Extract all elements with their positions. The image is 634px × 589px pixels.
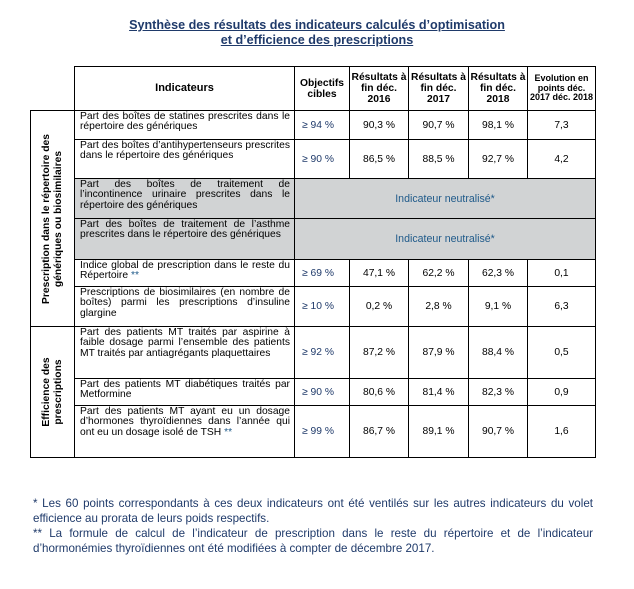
table-row <box>31 379 596 406</box>
result-2018-cell: 92,7 % <box>469 140 528 179</box>
indicator-cell: Prescriptions de biosimilaires (en nombre de boîtes) parmi les prescriptions d’insuline glargine <box>75 287 295 327</box>
footnote-1: * Les 60 points correspondants à ces deux indicateurs ont été ventilés sur les autres indicateurs du volet efficience au prorata de leurs poids respectifs. <box>33 497 593 525</box>
group-efficience <box>31 327 75 458</box>
result-2016-cell: 0,2 % <box>350 287 409 327</box>
header-objectifs: Objectifs cibles <box>295 67 350 111</box>
indicator-cell <box>75 260 295 287</box>
header-res-2018: Résultats à fin déc. 2018 <box>469 67 528 111</box>
indicator-cell: Part des patients MT diabétiques traités par Metformine <box>75 379 295 406</box>
result-2018-cell: 9,1 % <box>469 287 528 327</box>
header-res-2016: Résultats à fin déc. 2016 <box>350 67 409 111</box>
header-row <box>31 67 596 111</box>
result-2018-cell: 98,1 % <box>469 111 528 140</box>
result-2017-cell: 2,8 % <box>409 287 469 327</box>
target-cell: ≥ 90 % <box>295 140 350 179</box>
result-2016-cell: 86,5 % <box>350 140 409 179</box>
indicator-cell: Part des boîtes d’antihypertenseurs prescrites dans le répertoire des génériques <box>75 140 295 179</box>
table-row <box>31 406 596 458</box>
table-row <box>31 260 596 287</box>
result-2016-cell: 87,2 % <box>350 327 409 379</box>
group-label-prescription: Prescription dans le répertoire des génériques ou biosimilaires <box>40 133 64 304</box>
title-line-2: et d’efficience des prescriptions <box>220 33 414 47</box>
result-2018-cell: 82,3 % <box>469 379 528 406</box>
header-blank <box>31 67 75 111</box>
evolution-cell: 6,3 <box>528 287 596 327</box>
footnote-2: ** La formule de calcul de l’indicateur de prescription dans le reste du répertoire et de l’indicateur d’hormonémies thyroïdiennes ont été modifiées à compter de décembre 2017. <box>33 527 593 555</box>
indicator-cell: Part des patients MT traités par aspirine à faible dosage parmi l’ensemble des patients MT traités par antiagrégants plaquettaires <box>75 327 295 379</box>
target-cell: ≥ 10 % <box>295 287 350 327</box>
result-2017-cell: 81,4 % <box>409 379 469 406</box>
result-2018-cell: 88,4 % <box>469 327 528 379</box>
target-cell: ≥ 99 % <box>295 406 350 458</box>
indicator-cell <box>75 406 295 458</box>
table-row <box>31 219 596 260</box>
group-label-efficience: Efficience des prescriptions <box>40 357 64 427</box>
note-marker: ** <box>224 426 233 438</box>
table-row <box>31 179 596 219</box>
result-2018-cell: 90,7 % <box>469 406 528 458</box>
evolution-cell: 0,9 <box>528 379 596 406</box>
table-row <box>31 111 596 140</box>
indicator-cell: Part des boîtes de statines prescrites dans le répertoire des génériques <box>75 111 295 140</box>
table-row <box>31 140 596 179</box>
result-2017-cell: 88,5 % <box>409 140 469 179</box>
evolution-cell: 1,6 <box>528 406 596 458</box>
footnotes <box>33 496 593 556</box>
target-cell: ≥ 69 % <box>295 260 350 287</box>
table-row <box>31 327 596 379</box>
result-2016-cell: 90,3 % <box>350 111 409 140</box>
indicator-text: Indice global de prescription dans le reste du Répertoire <box>80 260 290 282</box>
evolution-cell: 7,3 <box>528 111 596 140</box>
evolution-cell: 0,5 <box>528 327 596 379</box>
title-line-1: Synthèse des résultats des indicateurs calculés d’optimisation <box>129 18 505 32</box>
neutralized-cell: Indicateur neutralisé* <box>295 219 596 260</box>
result-2016-cell: 47,1 % <box>350 260 409 287</box>
header-indicateurs: Indicateurs <box>75 67 295 111</box>
page-title <box>0 18 634 48</box>
group-prescription <box>31 111 75 327</box>
indicator-text: Part des patients MT ayant eu un dosage d’hormones thyroïdiennes dans l’année qui ont eu un dosage isolé de TSH <box>80 406 290 438</box>
evolution-cell: 0,1 <box>528 260 596 287</box>
result-2018-cell: 62,3 % <box>469 260 528 287</box>
indicator-cell: Part des boîtes de traitement de l’incontinence urinaire prescrites dans le répertoire des génériques <box>75 179 295 219</box>
evolution-cell: 4,2 <box>528 140 596 179</box>
result-2017-cell: 87,9 % <box>409 327 469 379</box>
target-cell: ≥ 90 % <box>295 379 350 406</box>
header-res-2017: Résultats à fin déc. 2017 <box>409 67 469 111</box>
header-evolution: Evolution en points déc. 2017 déc. 2018 <box>528 67 596 111</box>
target-cell: ≥ 92 % <box>295 327 350 379</box>
indicator-cell: Part des boîtes de traitement de l’asthme prescrites dans le répertoire des génériques <box>75 219 295 260</box>
neutralized-cell: Indicateur neutralisé* <box>295 179 596 219</box>
result-2016-cell: 80,6 % <box>350 379 409 406</box>
result-2017-cell: 90,7 % <box>409 111 469 140</box>
result-2017-cell: 89,1 % <box>409 406 469 458</box>
note-marker: ** <box>130 270 139 282</box>
table-row <box>31 287 596 327</box>
result-2017-cell: 62,2 % <box>409 260 469 287</box>
results-table <box>30 66 596 458</box>
result-2016-cell: 86,7 % <box>350 406 409 458</box>
target-cell: ≥ 94 % <box>295 111 350 140</box>
